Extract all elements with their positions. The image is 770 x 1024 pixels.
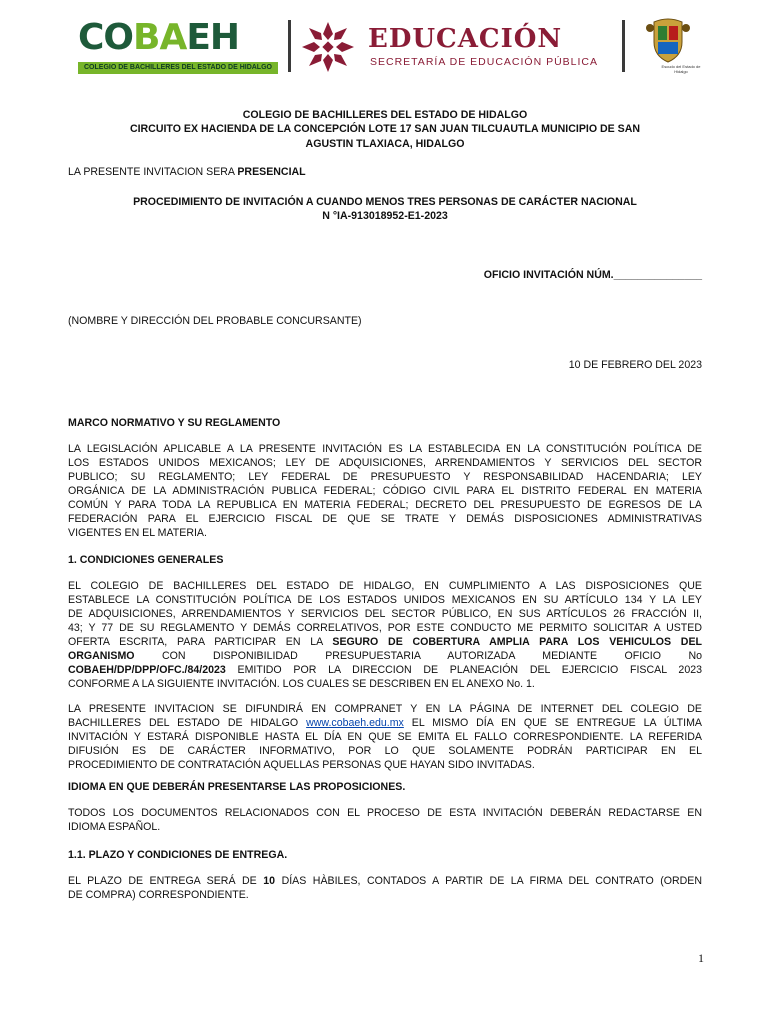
paragraph-line <box>68 716 702 730</box>
paragraph-line: ESTABLECE LA CONSTITUCIÓN POLÍTICA DE LOS ESTADOS UNIDOS MEXICANOS EN SU ARTÍCULO 134 Y LA LEY <box>68 594 702 606</box>
hidalgo-seal-icon <box>640 16 696 64</box>
paragraph-line <box>68 663 702 677</box>
paragraph-line: LOS ESTADOS UNIDOS MEXICANOS; LEY DE ADQUISICIONES, ARRENDAMIENTOS Y SERVICIOS DEL SECTOR <box>68 457 702 469</box>
section-heading-marco: MARCO NORMATIVO Y SU REGLAMENTO <box>68 417 281 429</box>
presencial-mode: PRESENCIAL <box>237 166 306 178</box>
paragraph-line <box>68 635 702 649</box>
line-text: EL PLAZO DE ENTREGA SERÁ DE <box>68 875 264 887</box>
educacion-logo-subtitle: SECRETARÍA DE EDUCACIÓN PÚBLICA <box>370 56 599 68</box>
oficio-reference: COBAEH/DP/DPP/OFC./84/2023 <box>68 664 226 676</box>
oficio-number: OFICIO INVITACIÓN NÚM._______________ <box>483 269 702 281</box>
paragraph-line: 43; Y 77 DE SU REGLAMENTO Y DEMÁS CORRELATIVOS, POR ESTE CONDUCTO ME PERMITO SOLICITAR A USTED <box>68 622 702 634</box>
institution-name: COLEGIO DE BACHILLERES DEL ESTADO DE HIDALGO <box>242 109 528 121</box>
paragraph-line: FEDERACIÓN PARA EL EJERCICIO FISCAL DE QUE SE TRATE Y DEMÁS DISPOSICIONES ADMINISTRATIVAS <box>68 513 702 525</box>
paragraph-line: COMÚN Y PARA TODA LA REPUBLICA EN MATERIA FEDERAL; DECRETO DEL PRESUPUESTO DE EGRESOS DE LA <box>68 499 702 511</box>
institution-address-cont: AGUSTIN TLAXIACA, HIDALGO <box>305 138 465 150</box>
marco-paragraph <box>68 442 702 540</box>
paragraph-line: ORGÁNICA DE LA ADMINISTRACIÓN PUBLICA FEDERAL; CÓDIGO CIVIL PARA EL DISTRITO FEDERAL EN MATERIA <box>68 485 702 497</box>
line-text: CON DISPONIBILIDAD PRESUPUESTARIA AUTORIZADA MEDIANTE OFICIO No <box>134 650 702 662</box>
idioma-paragraph <box>68 806 702 834</box>
service-name: SEGURO DE COBERTURA AMPLIA PARA LOS VEHICULOS DEL <box>332 636 702 648</box>
section-heading-plazo: 1.1. PLAZO Y CONDICIONES DE ENTREGA. <box>68 849 288 861</box>
delivery-days: 10 <box>263 875 276 887</box>
paragraph-line: INVITACIÓN Y ESTARÁ DISPONIBLE HASTA EL DÍA EN QUE SE EMITA EL FALLO CORRESPONDIENTE. LA REFERIDA <box>68 731 702 743</box>
line-text: DÍAS HÀBILES, CONTADOS A PARTIR DE LA FIRMA DEL CONTRATO (ORDEN <box>275 875 702 887</box>
document-date: 10 DE FEBRERO DEL 2023 <box>568 359 702 371</box>
paragraph-line: DE COMPRA) CORRESPONDIENTE. <box>68 889 249 901</box>
paragraph-line: CONFORME A LA SIGUIENTE INVITACIÓN. LOS CUALES SE DESCRIBEN EN EL ANEXO No. 1. <box>68 678 535 690</box>
paragraph-line <box>68 649 702 663</box>
procedure-number: N °IA-913018952-E1-2023 <box>322 210 448 222</box>
letterhead <box>60 14 710 76</box>
plazo-paragraph <box>68 874 702 902</box>
line-text: OFERTA ESCRITA, PARA PARTICIPAR EN LA <box>68 636 333 648</box>
paragraph-line: DE ADQUISICIONES, ARRENDAMIENTOS Y SERVICIOS DEL SECTOR PÚBLICO, EN SUS ARTÍCULOS 26 FRACCIÓN II, <box>68 608 702 620</box>
paragraph-line: DIFUSIÓN ES DE CARÁCTER INFORMATIVO, POR LO QUE SOLAMENTE PODRÁN PARTICIPAR EN EL <box>68 745 702 757</box>
logo-divider <box>622 20 625 72</box>
page-number: 1 <box>698 951 704 965</box>
seal-caption: Escudo del Estado de Hidalgo <box>661 64 701 74</box>
sep-flower-icon <box>300 20 356 74</box>
paragraph-line: LA PRESENTE INVITACION SE DIFUNDIRÁ EN COMPRANET Y EN LA PÁGINA DE INTERNET DEL COLEGIO DE <box>68 703 702 715</box>
paragraph-line <box>68 874 702 888</box>
service-name-cont: ORGANISMO <box>68 650 135 662</box>
cobaeh-website-link[interactable]: www.cobaeh.edu.mx <box>306 717 404 729</box>
institution-address: CIRCUITO EX HACIENDA DE LA CONCEPCIÓN LOTE 17 SAN JUAN TILCUAUTLA MUNICIPIO DE SAN <box>129 123 641 135</box>
paragraph-line: VIGENTES EN EL MATERIA. <box>68 527 207 539</box>
presencial-prefix: LA PRESENTE INVITACION SERA <box>68 166 238 178</box>
paragraph-line: TODOS LOS DOCUMENTOS RELACIONADOS CON EL PROCESO DE ESTA INVITACIÓN DEBERÁN REDACTARSE EN <box>68 807 702 819</box>
condiciones-paragraph <box>68 579 702 691</box>
line-text: EMITIDO POR LA DIRECCION DE PLANEACIÓN DEL EJERCICIO FISCAL 2023 <box>225 664 702 676</box>
procedure-title: PROCEDIMIENTO DE INVITACIÓN A CUANDO MENOS TRES PERSONAS DE CARÁCTER NACIONAL <box>133 196 637 208</box>
cobaeh-logo-subtitle: COLEGIO DE BACHILLERES DEL ESTADO DE HIDALGO <box>78 62 278 74</box>
paragraph-line: PUBLICO; SU REGLAMENTO; LEY FEDERAL DE PRESUPUESTO Y RESPONSABILIDAD HACENDARIA; LEY <box>68 471 702 483</box>
cobaeh-logo-text: COBAEH <box>78 17 240 58</box>
difusion-paragraph <box>68 702 702 772</box>
section-heading-condiciones: 1. CONDICIONES GENERALES <box>68 554 224 566</box>
presencial-line <box>68 165 306 179</box>
paragraph-line: LA LEGISLACIÓN APLICABLE A LA PRESENTE INVITACIÓN ES LA ESTABLECIDA EN LA CONSTITUCIÓN POLÍTICA DE <box>68 443 702 455</box>
section-heading-idioma: IDIOMA EN QUE DEBERÁN PRESENTARSE LAS PROPOSICIONES. <box>68 781 406 793</box>
line-text: BACHILLERES DEL ESTADO DE HIDALGO <box>68 717 307 729</box>
paragraph-line: IDIOMA ESPAÑOL. <box>68 821 161 833</box>
addressee-placeholder: (NOMBRE Y DIRECCIÓN DEL PROBABLE CONCURSANTE) <box>68 315 362 327</box>
paragraph-line: PROCEDIMIENTO DE CONTRATACIÓN AQUELLAS PERSONAS QUE HAYAN SIDO INVITADAS. <box>68 759 535 771</box>
educacion-logo-title: EDUCACIÓN <box>368 24 563 54</box>
logo-divider <box>288 20 291 72</box>
paragraph-line: EL COLEGIO DE BACHILLERES DEL ESTADO DE HIDALGO, EN CUMPLIMIENTO A LAS DISPOSICIONES QUE <box>68 580 702 592</box>
line-text: EL MISMO DÍA EN QUE SE ENTREGUE LA ÚLTIMA <box>403 717 702 729</box>
